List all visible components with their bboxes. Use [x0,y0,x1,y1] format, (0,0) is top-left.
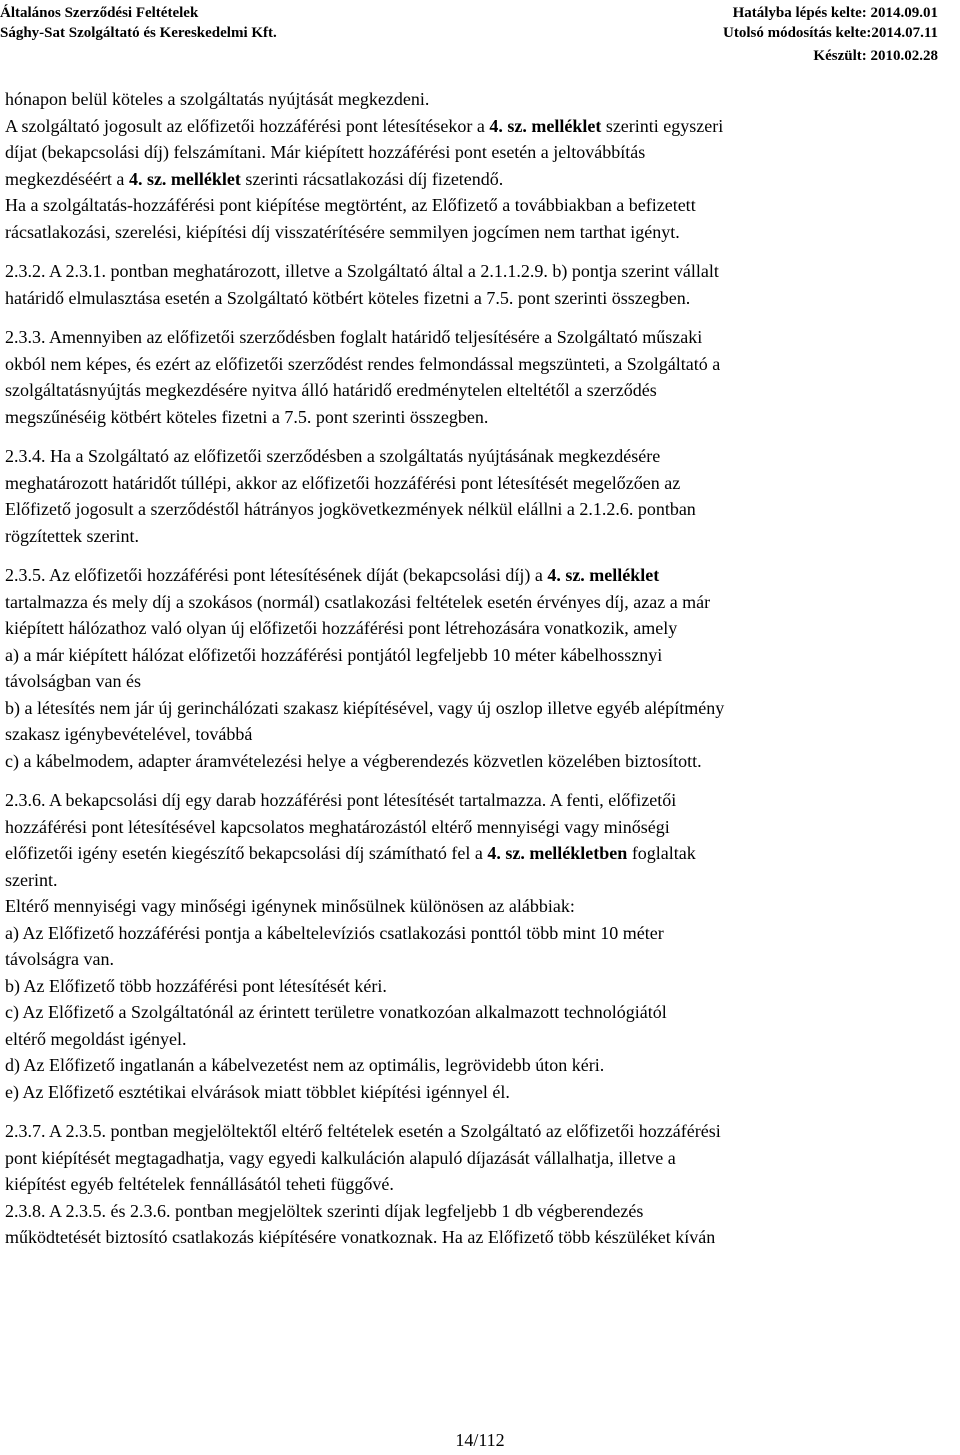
annex-reference: 4. sz. melléklet [547,565,660,585]
text-span: határidő elmulasztása esetén a Szolgáltató kötbért köteles fizetni a 7.5. pont szerinti összegben. [5,287,691,308]
text-span: távolságban van és [5,671,141,691]
text-span: szerint. [5,869,58,890]
text-span: szerinti egyszeri [601,115,724,136]
header-document-title: Általános Szerződési Feltételek [0,5,199,21]
text-span: d) Az Előfizető ingatlanán a kábelvezetést nem az optimális, legrövidebb úton kéri. [5,1055,605,1075]
text-span: foglaltak [627,843,696,863]
text-line [5,893,955,920]
text-span: hozzáférési pont létesítésével kapcsolatos meghatározástól eltérő mennyiségi vagy minőségi [5,816,670,837]
text-span: 2.3.2. A 2.3.1. pontban meghatározott, illetve a Szolgáltató által a 2.1.1.2.9. b) pontja szerint vállalt [5,261,719,281]
text-line [5,920,955,947]
text-line [5,1118,955,1145]
text-span: e) Az Előfizető esztétikai elvárások miatt többlet kiépítési igénnyel él. [5,1081,510,1102]
paragraph-gap [5,430,955,443]
paragraph-gap [5,1105,955,1118]
text-span: eltérő megoldást igényel. [5,1028,187,1049]
annex-reference: 4. sz. melléklet [128,168,241,189]
annex-reference: 4. sz. melléklet [489,115,602,136]
document-body [5,86,955,1251]
text-line [5,695,955,722]
text-line [5,668,955,695]
text-line [5,999,955,1026]
text-span: b) a létesítés nem jár új gerinchálózati szakasz kiépítésével, vagy új oszlop illetve egyéb alépítmény [5,697,725,718]
text-line [5,258,955,285]
text-line [5,139,955,166]
text-span: 2.3.3. Amennyiben az előfizetői szerződésben foglalt határidő teljesítésére a Szolgáltató műszaki [5,327,703,347]
text-span: tartalmazza és mely díj a szokásos (normál) csatlakozási feltételek esetén érvényes díj, azaz a már [5,591,711,612]
text-line [5,787,955,814]
text-line [5,1079,955,1106]
text-span: Előfizető jogosult a szerződéstől hátrányos jogkövetkezmények nélkül elállni a 2.1.2.6. pontban [5,499,696,519]
text-line [5,615,955,642]
header-modified-date: Utolsó módosítás kelte:2014.07.11 [723,25,938,41]
text-span: meghatározott határidőt túllépi, akkor az előfizetői hozzáférési pont létesítését megelőzően az [5,472,681,493]
text-line [5,642,955,669]
text-line [5,1052,955,1079]
text-line [5,840,955,867]
text-line [5,589,955,616]
text-line [5,192,955,219]
text-line [5,351,955,378]
page-number: 14/112 [455,1430,505,1450]
text-line [5,721,955,748]
text-line [5,1224,955,1251]
text-line [5,166,955,193]
text-line [5,562,955,589]
text-line [5,523,955,550]
text-line [5,86,955,113]
text-span: szerinti rácsatlakozási díj fizetendő. [240,168,504,189]
text-span: Eltérő mennyiségi vagy minőségi igénynek minősülnek különösen az alábbiak: [5,896,575,916]
header-effective-date: Hatályba lépés kelte: 2014.09.01 [732,5,938,21]
text-line [5,1026,955,1053]
paragraph-gap [5,311,955,324]
text-span: pont kiépítését megtagadhatja, vagy egyedi kalkuláción alapuló díjazását vállalhatja, illetve a [5,1147,676,1168]
text-span: A szolgáltató jogosult az előfizetői hozzáférési pont létesítésekor a [5,115,490,136]
text-span: 2.3.6. A bekapcsolási díj egy darab hozzáférési pont létesítését tartalmazza. A fenti, előfizetői [5,790,677,810]
text-line [5,748,955,775]
text-span: kiépítést egyéb feltételek fennállásától teheti függővé. [5,1174,394,1194]
text-line [5,219,955,246]
text-span: távolságra van. [5,949,114,969]
text-line [5,377,955,404]
paragraph-gap [5,245,955,258]
text-span: megszűnéséig kötbért köteles fizetni a 7.5. pont szerinti összegben. [5,406,489,427]
text-line [5,113,955,140]
text-span: hónapon belül köteles a szolgáltatás nyújtását megkezdeni. [5,89,430,109]
text-span: megkezdéséért a [5,168,129,189]
text-span: 2.3.8. A 2.3.5. és 2.3.6. pontban megjelöltek szerinti díjak legfeljebb 1 db végberendezés [5,1200,644,1221]
text-span: 2.3.7. A 2.3.5. pontban megjelöltektől eltérő feltételek esetén a Szolgáltató az előfizetői hozzáférési [5,1121,721,1141]
text-span: a) a már kiépített hálózat előfizetői hozzáférési pontjától legfeljebb 10 méter kábelhossznyi [5,644,663,665]
text-span: 2.3.5. Az előfizetői hozzáférési pont létesítésének díját (bekapcsolási díj) a [5,565,548,585]
text-line [5,867,955,894]
paragraph-gap [5,774,955,787]
text-span: c) a kábelmodem, adapter áramvételezési helye a végberendezés közvetlen közelében biztosított. [5,750,702,771]
text-line [5,814,955,841]
text-span: c) Az Előfizető a Szolgáltatónál az érintett területre vonatkozóan alkalmazott technológiától [5,1002,667,1022]
header-created-date: Készült: 2010.02.28 [813,48,938,64]
text-line [5,496,955,523]
text-line [5,324,955,351]
text-span: Ha a szolgáltatás-hozzáférési pont kiépítése megtörtént, az Előfizető a továbbiakban a befizetett [5,195,696,215]
text-span: 2.3.4. Ha a Szolgáltató az előfizetői szerződésben a szolgáltatás nyújtásának megkezdésére [5,446,661,466]
text-line [5,404,955,431]
annex-reference: 4. sz. mellékletben [487,843,628,863]
text-line [5,470,955,497]
text-line [5,1171,955,1198]
text-span: b) Az Előfizető több hozzáférési pont létesítését kéri. [5,975,387,996]
text-span: a) Az Előfizető hozzáférési pontja a kábeltelevíziós csatlakozási ponttól több mint 10 méter [5,922,664,943]
text-line [5,946,955,973]
text-span: okból nem képes, és ezért az előfizetői szerződést rendes felmondással megszünteti, a Szolgáltató a [5,353,721,374]
header-company-name: Sághy-Sat Szolgáltató és Kereskedelmi Kft. [0,25,277,41]
text-span: kiépített hálózathoz való olyan új előfizetői hozzáférési pont létrehozására vonatkozik, amely [5,618,678,638]
page-header [0,0,960,70]
text-span: rácsatlakozási, szerelési, kiépítési díj visszatérítésére semmilyen jogcímen nem tarthat igényt. [5,221,680,242]
text-line [5,1198,955,1225]
text-line [5,285,955,312]
text-span: szolgáltatásnyújtás megkezdésére nyitva álló határidő eredménytelen elteltétől a szerződés [5,380,657,400]
text-span: működtetését biztosító csatlakozás kiépítésére vonatkoznak. Ha az Előfizető több készüléket kíván [5,1227,716,1247]
text-line [5,973,955,1000]
paragraph-gap [5,549,955,562]
text-span: előfizetői igény esetén kiegészítő bekapcsolási díj számítható fel a [5,843,488,863]
text-line [5,443,955,470]
text-span: díjat (bekapcsolási díj) felszámítani. Már kiépített hozzáférési pont esetén a jeltovábbítás [5,142,646,162]
text-line [5,1145,955,1172]
text-span: szakasz igénybevételével, továbbá [5,724,253,744]
text-span: rögzítettek szerint. [5,525,139,546]
